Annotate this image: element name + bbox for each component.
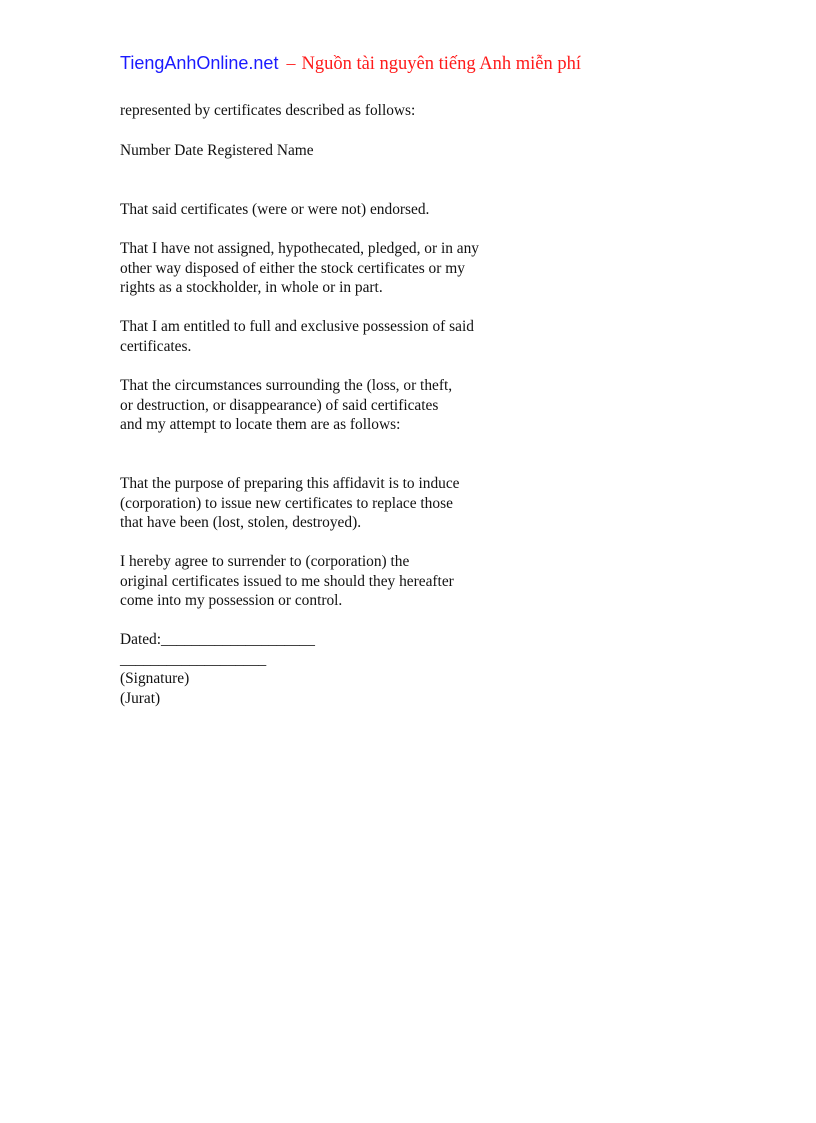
signature-label: (Signature) [120,670,190,688]
paragraph-line: Number Date Registered Name [120,142,314,159]
certificate-table-header [120,141,680,161]
paragraph-line: other way disposed of either the stock certificates or my [120,259,465,277]
signature-block [120,630,680,708]
paragraph-line: I hereby agree to surrender to (corporation) the [120,553,410,570]
paragraph-line: rights as a stockholder, in whole or in part. [120,279,383,297]
page-header [120,52,581,76]
paragraph-line: that have been (lost, stolen, destroyed). [120,514,362,532]
purpose-paragraph [120,474,680,533]
header-tagline: Nguồn tài nguyên tiếng Anh miễn phí [301,54,581,74]
dated-line: Dated:____________________ [120,631,315,648]
circumstances-paragraph [120,376,680,435]
header-separator: – [286,53,296,73]
signature-rule: ___________________ [120,650,267,668]
paragraph-line: represented by certificates described as follows: [120,102,416,119]
paragraph-line: and my attempt to locate them are as follows: [120,416,401,434]
paragraph-line: That the circumstances surrounding the (loss, or theft, [120,377,453,394]
surrender-paragraph [120,552,680,611]
not-assigned-paragraph [120,239,680,298]
paragraph-line: come into my possession or control. [120,592,343,610]
paragraph-line: That said certificates (were or were not) endorsed. [120,201,430,218]
paragraph-line: That I have not assigned, hypothecated, pledged, or in any [120,240,480,257]
intro-paragraph [120,101,680,121]
paragraph-line: That the purpose of preparing this affidavit is to induce [120,475,460,492]
paragraph-line: That I am entitled to full and exclusive possession of said [120,318,474,335]
endorsed-paragraph [120,200,680,220]
paragraph-line: certificates. [120,337,192,355]
jurat-label: (Jurat) [120,689,161,707]
paragraph-line: original certificates issued to me should they hereafter [120,572,454,590]
paragraph-line: (corporation) to issue new certificates to replace those [120,494,453,512]
paragraph-line: or destruction, or disappearance) of said certificates [120,396,439,414]
site-name: TiengAnhOnline.net [120,53,279,73]
entitled-paragraph [120,317,680,356]
